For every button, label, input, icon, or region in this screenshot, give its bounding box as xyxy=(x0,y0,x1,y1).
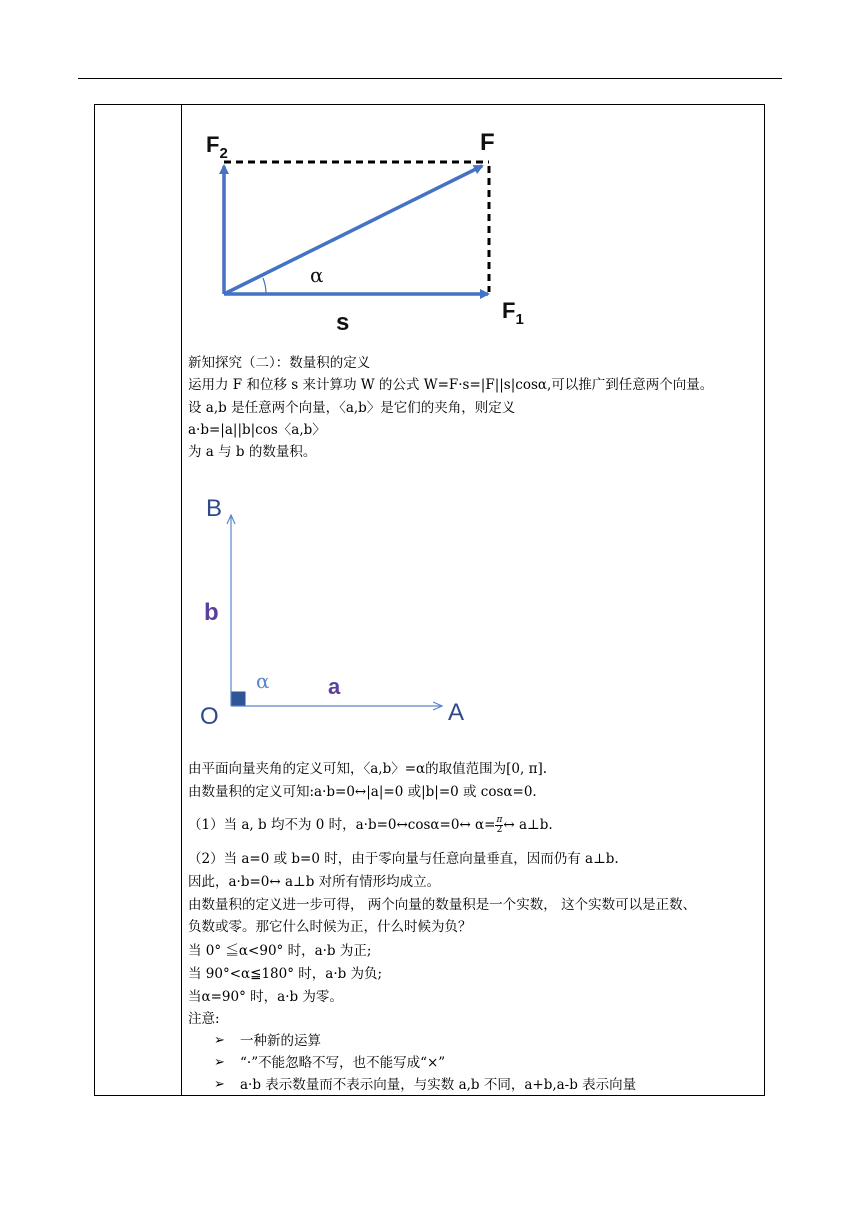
definition-conclusion-line: 为 a 与 b 的数量积。 xyxy=(188,444,317,460)
question-line: 负数或零。那它什么时候为正，什么时候为负？ xyxy=(188,919,472,935)
work-formula-line: 运用力 F 和位移 s 来计算功 W 的公式 W=F·s=|F||s|cosα,可以推广到任意两个向量。 xyxy=(188,377,714,393)
case1-line xyxy=(188,815,553,835)
angle-arc xyxy=(263,278,266,294)
perpendicular-vectors-figure xyxy=(196,488,486,738)
real-number-line: 由数量积的定义进一步可得， 两个向量的数量积是一个实数， 这个实数可以是正数、 xyxy=(188,897,697,913)
therefore-line: 因此，a·b=0↔ a⊥b 对所有情形均成立。 xyxy=(188,874,441,890)
note-item: 一种新的运算 xyxy=(240,1033,321,1049)
note-item: a·b 表示数量而不表示向量，与实数 a,b 不同，a+b,a-b 表示向量 xyxy=(240,1077,637,1093)
definition-formula-line: a·b=|a||b|cos〈a,b〉 xyxy=(188,422,326,438)
alpha-label: α xyxy=(256,669,270,693)
bullet-arrow-icon: ➢ xyxy=(214,1033,225,1048)
fraction-denominator: 2 xyxy=(496,825,503,835)
f-label: F xyxy=(480,129,495,156)
zero-condition-line: 由数量积的定义可知:a·b=0↔|a|=0 或|b|=0 或 cosα=0. xyxy=(188,784,537,800)
notes-heading: 注意: xyxy=(188,1011,220,1027)
s-label: s xyxy=(336,309,350,336)
f1-label: $F_1$ xyxy=(502,298,524,328)
o-point-label: O xyxy=(200,703,219,730)
b-vector-label: b xyxy=(204,599,219,626)
positive-case-line: 当 0° ≦α<90° 时，a·b 为正; xyxy=(188,943,372,959)
case1-text: （1）当 a, b 均不为 0 时，a·b=0↔cosα=0↔ α= xyxy=(188,817,496,833)
alpha-label: α xyxy=(310,263,324,287)
table-column-divider xyxy=(181,105,182,1095)
bullet-arrow-icon: ➢ xyxy=(214,1077,225,1092)
section-heading: 新知探究（二）：数量积的定义 xyxy=(188,355,371,371)
a-vector-label: a xyxy=(328,674,341,699)
f-vector xyxy=(224,166,482,294)
definition-intro-line: 设 a,b 是任意两个向量，〈a,b〉是它们的夹角，则定义 xyxy=(188,400,516,416)
case1-conclusion: ↔ a⊥b. xyxy=(503,817,553,833)
a-point-label: A xyxy=(448,699,465,726)
negative-case-line: 当 90°<α≦180° 时，a·b 为负; xyxy=(188,966,383,982)
angle-range-line: 由平面向量夹角的定义可知，〈a,b〉=α的取值范围为[0, π]. xyxy=(188,761,548,777)
fraction-numerator: π xyxy=(496,815,503,825)
zero-case-line: 当α=90° 时，a·b 为零。 xyxy=(188,989,343,1005)
case2-line: （2）当 a=0 或 b=0 时，由于零向量与任意向量垂直，因而仍有 a⊥b. xyxy=(188,851,619,867)
header-rule xyxy=(78,78,782,79)
f2-label: $F_2$ xyxy=(206,132,228,162)
right-angle-marker xyxy=(232,692,245,705)
b-point-label: B xyxy=(206,495,223,522)
bullet-arrow-icon: ➢ xyxy=(214,1055,225,1070)
force-decomposition-figure xyxy=(196,122,546,342)
note-item: “·”不能忽略不写，也不能写成“×” xyxy=(240,1055,446,1071)
